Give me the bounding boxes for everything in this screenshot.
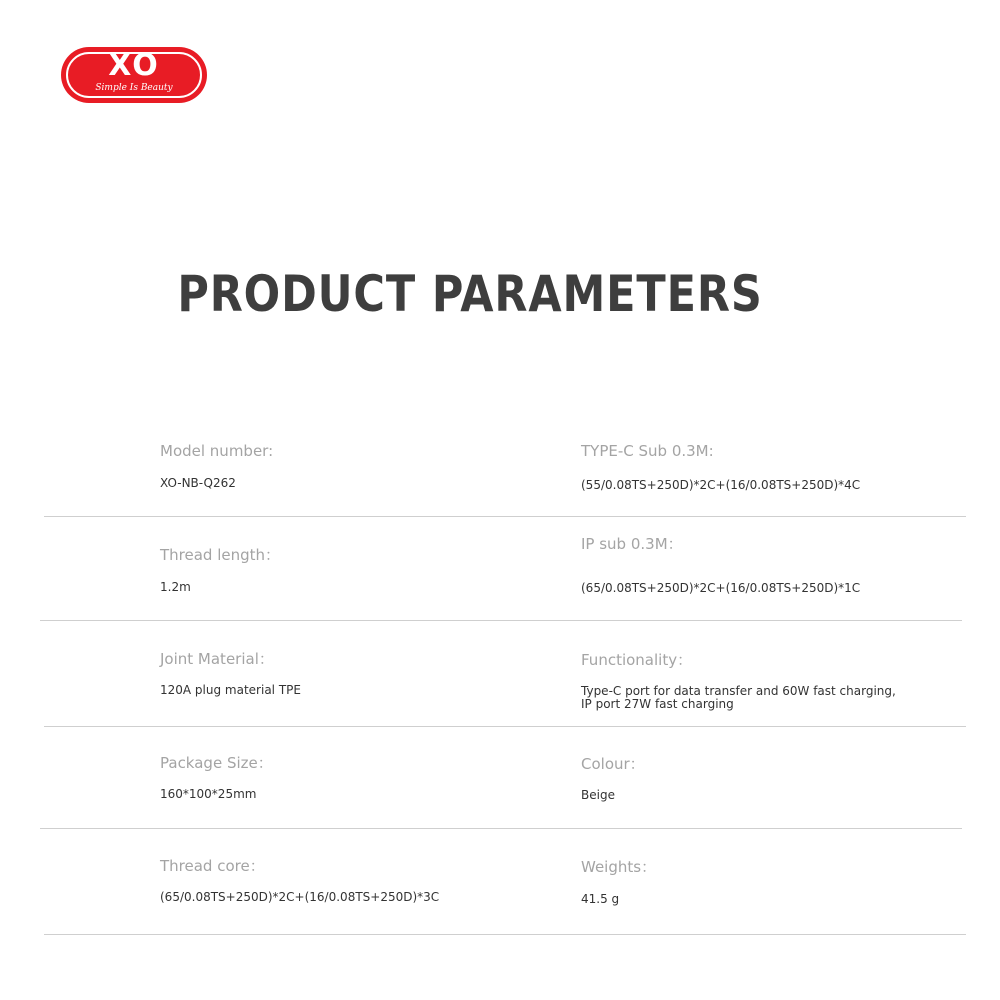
param-label-colour: Colour： <box>581 755 645 773</box>
row-divider <box>44 516 966 517</box>
logo-mark: XO <box>108 48 160 83</box>
brand-logo <box>62 48 206 102</box>
param-label-ip-sub: IP sub 0.3M： <box>581 535 683 553</box>
param-label-thread-length: Thread length： <box>160 546 281 564</box>
param-label-model-number: Model number: <box>160 442 274 460</box>
param-value-ip-sub: (65/0.08TS+250D)*2C+(16/0.08TS+250D)*1C <box>581 581 861 595</box>
param-value-colour: Beige <box>581 788 615 802</box>
param-label-functionality: Functionality： <box>581 651 693 669</box>
param-value-thread-core: (65/0.08TS+250D)*2C+(16/0.08TS+250D)*3C <box>160 890 440 904</box>
logo-tagline: Simple Is Beauty <box>95 83 173 93</box>
row-divider <box>40 620 962 621</box>
param-label-weights: Weights： <box>581 858 657 876</box>
param-value-model-number: XO-NB-Q262 <box>160 476 236 490</box>
param-value-weights: 41.5 g <box>581 892 620 906</box>
param-value-package-size: 160*100*25mm <box>160 787 257 801</box>
row-divider <box>44 726 966 727</box>
param-label-joint-material: Joint Material： <box>160 650 274 668</box>
page-title: PRODUCT PARAMETERS <box>177 265 763 323</box>
param-value-type-c-sub: (55/0.08TS+250D)*2C+(16/0.08TS+250D)*4C <box>581 478 861 492</box>
row-divider <box>44 934 966 935</box>
param-label-type-c-sub: TYPE-C Sub 0.3M: <box>581 442 714 460</box>
row-divider <box>40 828 962 829</box>
param-label-package-size: Package Size： <box>160 754 273 772</box>
param-value-functionality: Type-C port for data transfer and 60W fast charging, IP port 27W fast charging <box>581 684 896 711</box>
param-value-thread-length: 1.2m <box>160 580 191 594</box>
param-value-joint-material: 120A plug material TPE <box>160 683 301 697</box>
param-label-thread-core: Thread core： <box>160 857 265 875</box>
